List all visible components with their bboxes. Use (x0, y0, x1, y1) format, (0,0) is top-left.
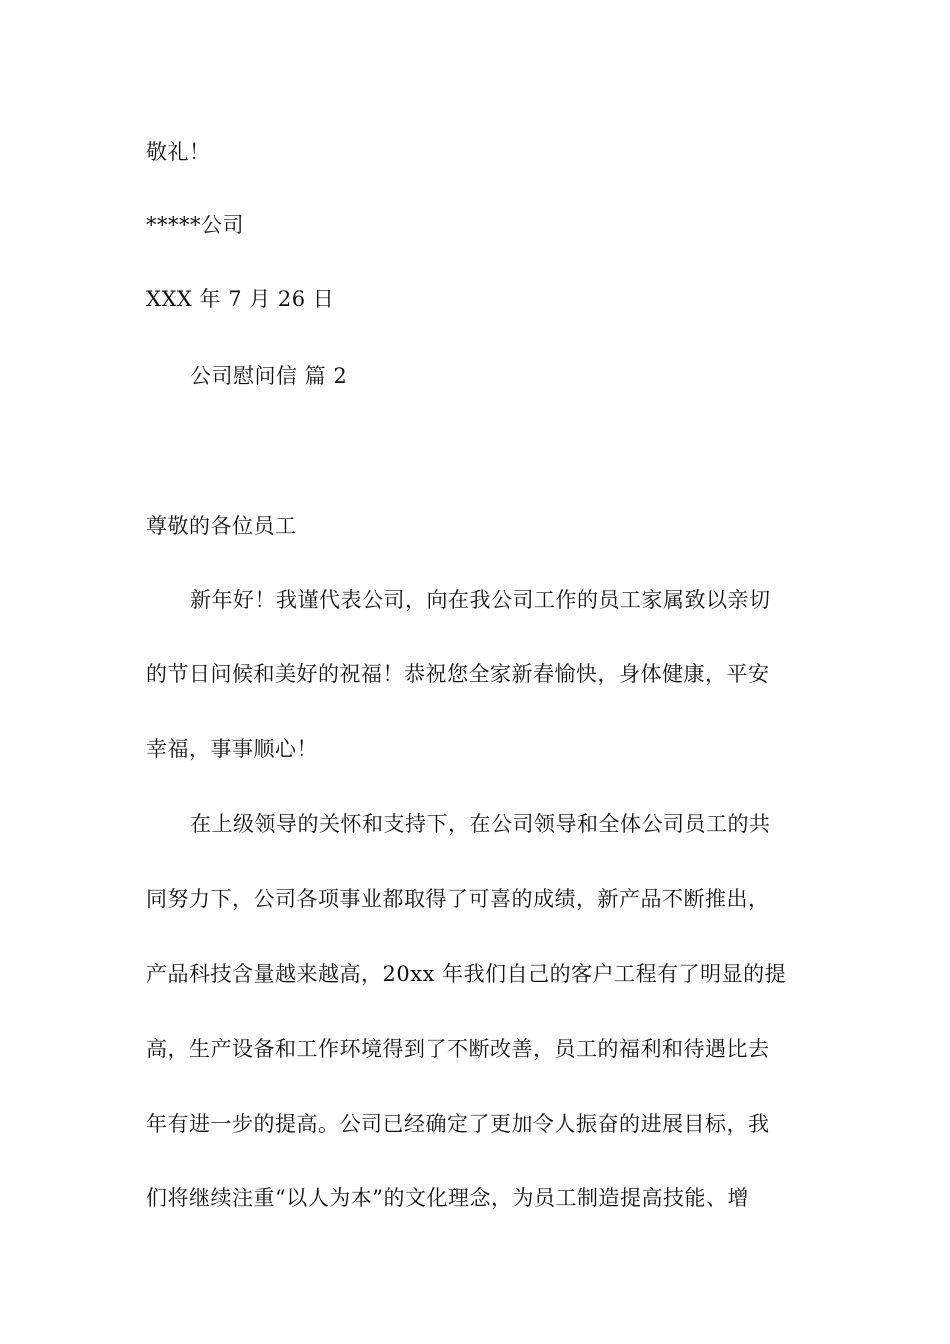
paragraph-line: 们将继续注重“以人为本”的文化理念，为员工制造提高技能、增 (146, 1186, 749, 1210)
closing-company: *****公司 (146, 213, 244, 237)
paragraph-line: 的节日问候和美好的祝福！恭祝您全家新春愉快，身体健康，平安 (146, 662, 770, 686)
closing-date: XXX 年 7 月 26 日 (146, 287, 335, 311)
paragraph-line: 同努力下，公司各项事业都取得了可喜的成绩，新产品不断推出， (146, 887, 770, 911)
closing-salute: 敬礼！ (146, 140, 211, 164)
paragraph-line: 幸福，事事顺心！ (146, 737, 318, 761)
section-heading: 公司慰问信 篇 2 (190, 364, 348, 388)
paragraph-line: 产品科技含量越来越高，20xx 年我们自己的客户工程有了明显的提 (146, 962, 787, 986)
paragraph-line: 在上级领导的关怀和支持下，在公司领导和全体公司员工的共 (190, 812, 771, 836)
paragraph-line: 新年好！我谨代表公司，向在我公司工作的员工家属致以亲切 (190, 588, 771, 612)
paragraph-line: 高，生产设备和工作环境得到了不断改善，员工的福利和待遇比去 (146, 1037, 770, 1061)
letter-greeting: 尊敬的各位员工 (146, 514, 297, 538)
paragraph-line: 年有进一步的提高。公司已经确定了更加令人振奋的进展目标，我 (146, 1112, 770, 1136)
